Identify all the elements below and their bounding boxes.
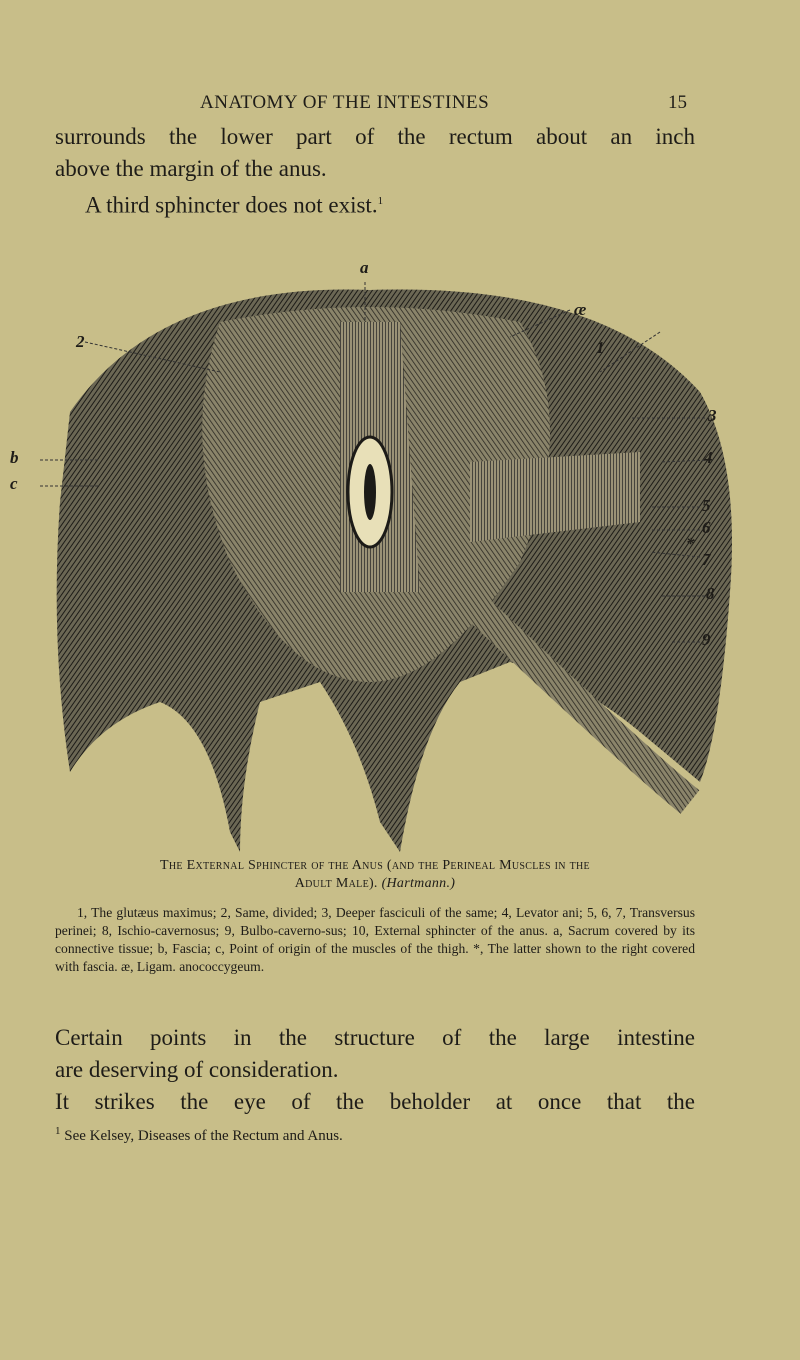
caption-author: (Hartmann.) (381, 876, 456, 891)
label-3: 3 (708, 406, 717, 425)
body-line: surrounds the lower part of the rectum about an inch (55, 124, 695, 149)
label-ae: æ (574, 300, 587, 319)
label-2: 2 (76, 332, 85, 351)
running-title: ANATOMY OF THE INTESTINES (200, 92, 490, 113)
label-a: a (360, 258, 369, 277)
body-line: It strikes the eye of the beholder at once that the (55, 1089, 695, 1114)
body-line: Certain points in the structure of the large intestine (55, 1025, 695, 1050)
label-7: 7 (702, 550, 711, 569)
footnote-text: See Kelsey, Diseases of the Rectum and Anus. (64, 1128, 343, 1144)
figure-caption-line1: The External Sphincter of the Anus (and the Perineal Muscles in the (160, 858, 590, 873)
footnote (55, 1125, 343, 1145)
label-c: c (10, 474, 18, 493)
perineum-illustration (40, 262, 740, 852)
label-b: b (10, 448, 19, 467)
page-number: 15 (668, 92, 687, 113)
label-6: 6 (702, 518, 711, 537)
body-text: A third sphincter does not exist. (85, 192, 378, 218)
figure-caption-line2 (55, 876, 695, 892)
footnote-mark: 1 (55, 1125, 61, 1137)
body-line: above the margin of the anus. (55, 156, 327, 181)
anus (364, 464, 376, 520)
body-line (55, 185, 695, 222)
anatomical-figure (10, 258, 740, 852)
label-4: 4 (704, 448, 713, 467)
body-line: are deserving of consideration. (55, 1057, 339, 1082)
caption-text: Adult Male). (294, 876, 378, 891)
label-9: 9 (702, 630, 711, 649)
label-8: 8 (706, 584, 715, 603)
label-1: 1 (596, 338, 605, 357)
figure-legend: 1, The glutæus maximus; 2, Same, divided; 3, Deeper fasciculi of the same; 4, Levator ani; 5, 6, 7, Transversus perinei; 8, Ischio-cavernosus; 9, Bulbo-caverno-sus; 10, External sphincter of the anus. a, Sacrum covered by its connective tissue; b, Fascia; c, Point of origin of the muscles of the thigh. *, The latter shown to the right covered with fascia. æ, Ligam. anococcygeum. (55, 905, 695, 974)
footnote-ref: 1 (377, 195, 384, 207)
label-5: 5 (702, 496, 711, 515)
label-star: * (686, 534, 695, 553)
